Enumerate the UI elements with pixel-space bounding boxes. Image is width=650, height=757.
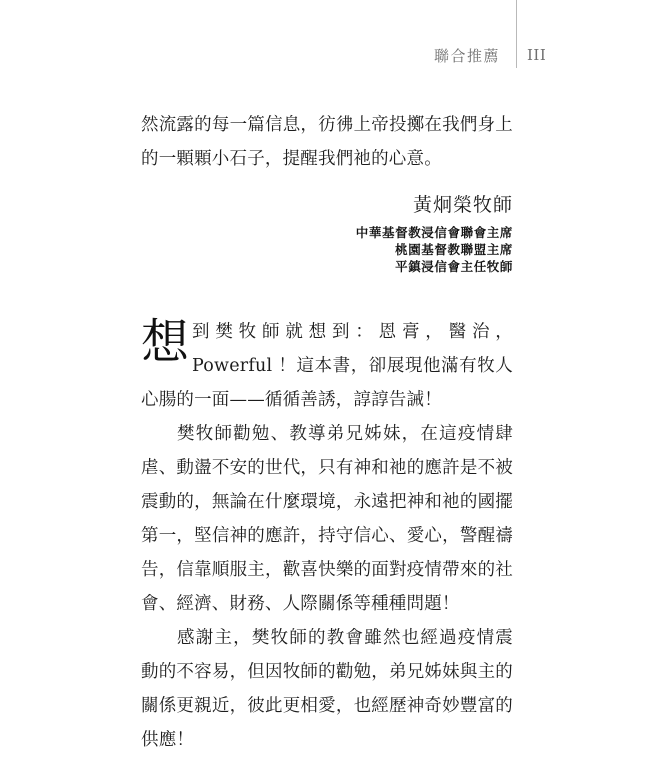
attribution-roles <box>141 224 513 275</box>
testimonial-opening-paragraph <box>141 315 513 417</box>
running-head-section-title: 聯合推薦 <box>433 47 500 65</box>
drop-cap: 想 <box>141 314 190 370</box>
running-head-rule <box>516 0 517 68</box>
paragraph-continuation: 然流露的每一篇信息，彷彿上帝投擲在我們身上的一顆顆小石子，提醒我們祂的心意。 <box>141 115 513 169</box>
testimonial-paragraph-2: 樊牧師勸勉、教導弟兄姊妹，在這疫情肆虐、動盪不安的世代，只有神和祂的應許是不被震動的，無論在什麼環境，永遠把神和祂的國擺第一，堅信神的應許，持守信心、愛心，警醒禱告，信靠順服主，歡喜快樂的面對疫情帶來的社會、經濟、財務、人際關係等種種問題！ <box>141 424 513 614</box>
testimonial-paragraph-3: 感謝主，樊牧師的教會雖然也經過疫情震動的不容易，但因牧師的勸勉，弟兄姊妹與主的關係更親近，彼此更相愛，也經歷神奇妙豐富的供應！ <box>141 628 513 750</box>
attribution-role: 桃園基督教聯盟主席 <box>395 242 513 257</box>
running-head <box>0 0 650 80</box>
attribution-role: 平鎮浸信會主任牧師 <box>395 259 513 274</box>
attribution-role: 中華基督教浸信會聯會主席 <box>355 225 513 240</box>
attribution-name: 黃炯榮牧師 <box>412 194 513 216</box>
testimonial-paragraph-1: 到樊牧師就想到：恩膏，醫治，Powerful ！這本書，卻展現他滿有牧人心腸的一面——循循善誘，諄諄告誡！ <box>141 322 513 410</box>
page-number: III <box>527 46 547 64</box>
text-column <box>141 108 513 757</box>
attribution-block <box>141 190 513 275</box>
